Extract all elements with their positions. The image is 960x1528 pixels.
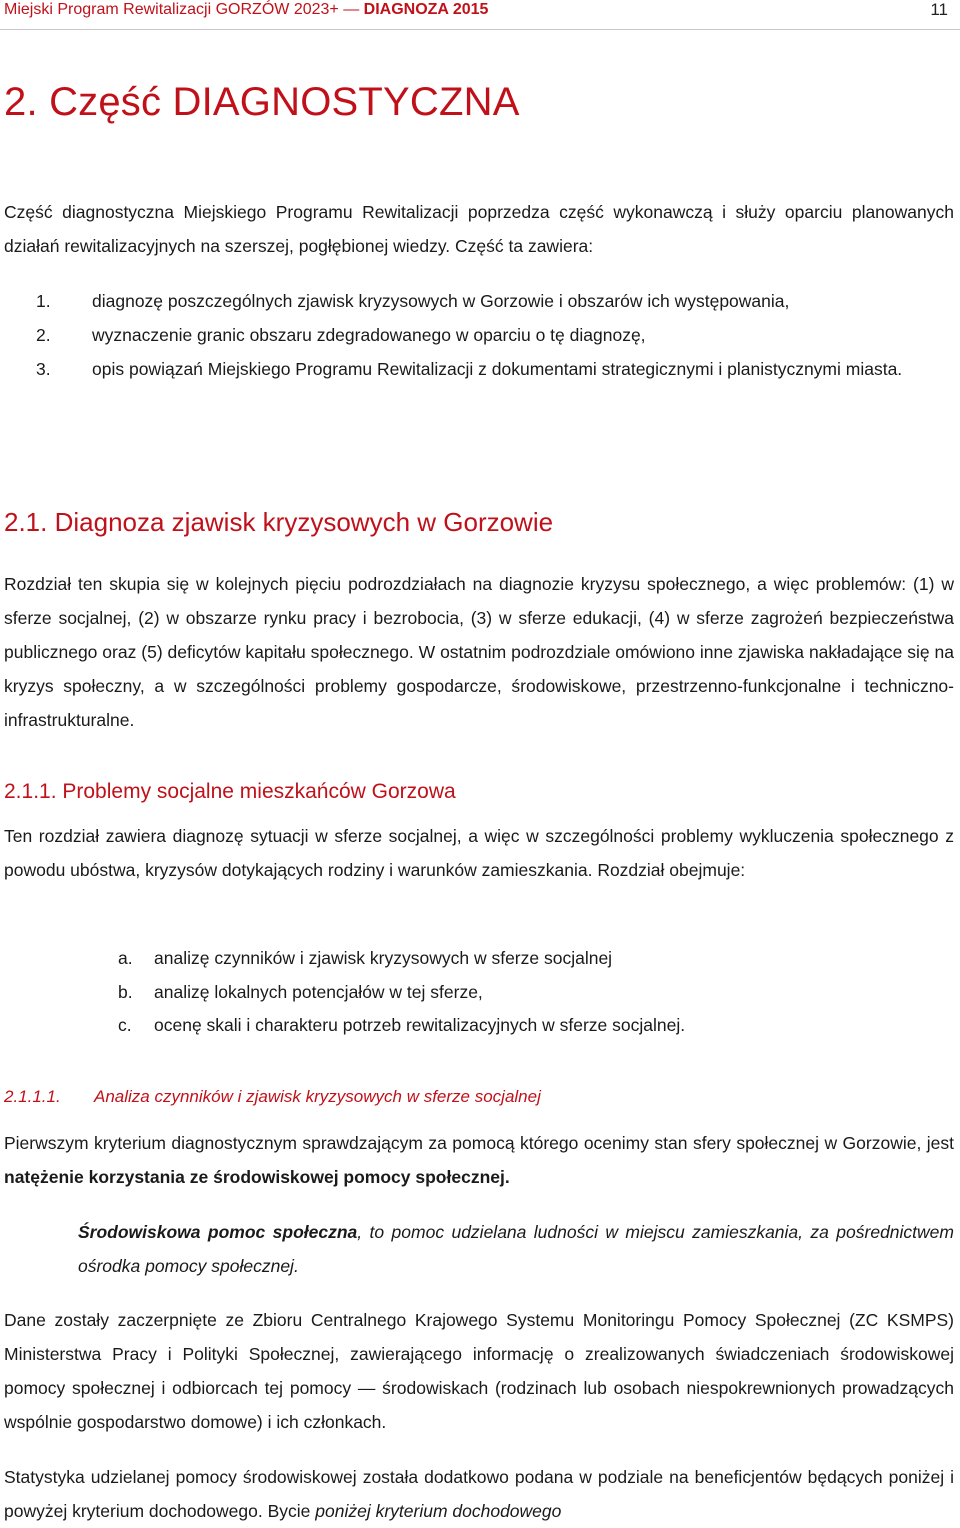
subsection-heading: 2.1. Diagnoza zjawisk kryzysowych w Gorzowie bbox=[4, 507, 554, 537]
paragraph-criterion: Pierwszym kryterium diagnostycznym sprawdzającym za pomocą którego ocenimy stan sfery społecznej w Gorzowie, jest natężenie korzystania ze środowiskowej pomocy społecznej. bbox=[4, 1133, 954, 1187]
paragraph-data-source: Dane zostały zaczerpnięte ze Zbioru Centralnego Krajowego Systemu Monitoringu Pomocy Społecznej (ZC KSMPS) Ministerstwa Pracy i Polityki Społecznej, zawierającego informację o zrealizowanych świadczeniach środowiskowej pomocy społecznej i odbiorcach tej pomocy — środowiskach (rodzinach lub osobach niespokrewnionych prowadzących wspólnie gospodarstwo domowe) i ich członkach. bbox=[4, 1310, 954, 1432]
level4-heading bbox=[4, 1087, 541, 1107]
level4-title: Analiza czynników i zjawisk kryzysowych w sferze socjalnej bbox=[94, 1087, 541, 1106]
header-divider bbox=[0, 29, 960, 30]
list-item: b. analizę lokalnych potencjałów w tej sferze, bbox=[118, 981, 483, 1002]
section-heading: 2. Część DIAGNOSTYCZNA bbox=[4, 80, 520, 124]
level4-number: 2.1.1.1. bbox=[4, 1087, 61, 1106]
definition-paragraph: Środowiskowa pomoc społeczna, to pomoc udzielana ludności w miejscu zamieszkania, za pośrednictwem ośrodka pomocy społecznej. bbox=[78, 1222, 954, 1276]
subsection-body: Rozdział ten skupia się w kolejnych pięciu podrozdziałach na diagnozie kryzysu społecznego, a więc problemów: (1) w sferze socjalnej, (2) w obszarze rynku pracy i bezrobocia, (3) w sferze edukacji, (4) w sferze zagrożeń bezpieczeństwa publicznego oraz (5) deficytów kapitału społecznego. W ostatnim podrozdziale omówiono inne zjawiska nakładające się na kryzys społeczny, a w szczególności problemy gospodarcze, środowiskowe, przestrzenno-funkcjonalne i techniczno-infrastrukturalne. bbox=[4, 574, 954, 730]
subsubsection-body: Ten rozdział zawiera diagnozę sytuacji w sferze socjalnej, a więc w szczególności problemy wykluczenia społecznego z powodu ubóstwa, kryzysów dotykających rodziny i warunków zamieszkania. Rozdział obejmuje: bbox=[4, 826, 954, 880]
subsubsection-heading: 2.1.1. Problemy socjalne mieszkańców Gorzowa bbox=[4, 780, 456, 803]
list-item: a. analizę czynników i zjawisk kryzysowych w sferze socjalnej bbox=[118, 948, 613, 968]
criterion-emphasis: natężenie korzystania ze środowiskowej pomocy społecznej. bbox=[4, 1167, 510, 1187]
list-item: 2. wyznaczenie granic obszaru zdegradowanego w oparciu o tę diagnozę, bbox=[36, 325, 646, 345]
page-number: 11 bbox=[930, 0, 948, 19]
statistics-emphasis: poniżej kryterium dochodowego bbox=[315, 1501, 562, 1521]
list-item: c. ocenę skali i charakteru potrzeb rewitalizacyjnych w sferze socjalnej. bbox=[118, 1015, 686, 1035]
page-header bbox=[4, 0, 948, 24]
section-list bbox=[4, 284, 954, 386]
definition-term: Środowiskowa pomoc społeczna bbox=[78, 1222, 358, 1242]
subsubsection-list bbox=[118, 942, 954, 1043]
list-item: 1. diagnozę poszczególnych zjawisk kryzysowych w Gorzowie i obszarów ich występowania, bbox=[36, 291, 790, 311]
list-item: 3. opis powiązań Miejskiego Programu Rewitalizacji z dokumentami strategicznymi i planistycznymi miasta. bbox=[36, 359, 903, 379]
paragraph-statistics: Statystyka udzielanej pomocy środowiskowej została dodatkowo podana w podziale na beneficjentów będących poniżej i powyżej kryterium dochodowego. Bycie poniżej kryterium dochodowego bbox=[4, 1467, 954, 1521]
section-intro: Część diagnostyczna Miejskiego Programu Rewitalizacji poprzedza część wykonawczą i służy oparciu planowanych działań rewitalizacyjnych na szerszej, pogłębionej wiedzy. Część ta zawiera: bbox=[4, 202, 954, 256]
document-title: Miejski Program Rewitalizacji GORZÓW 2023+ — DIAGNOZA 2015 bbox=[4, 1, 489, 18]
